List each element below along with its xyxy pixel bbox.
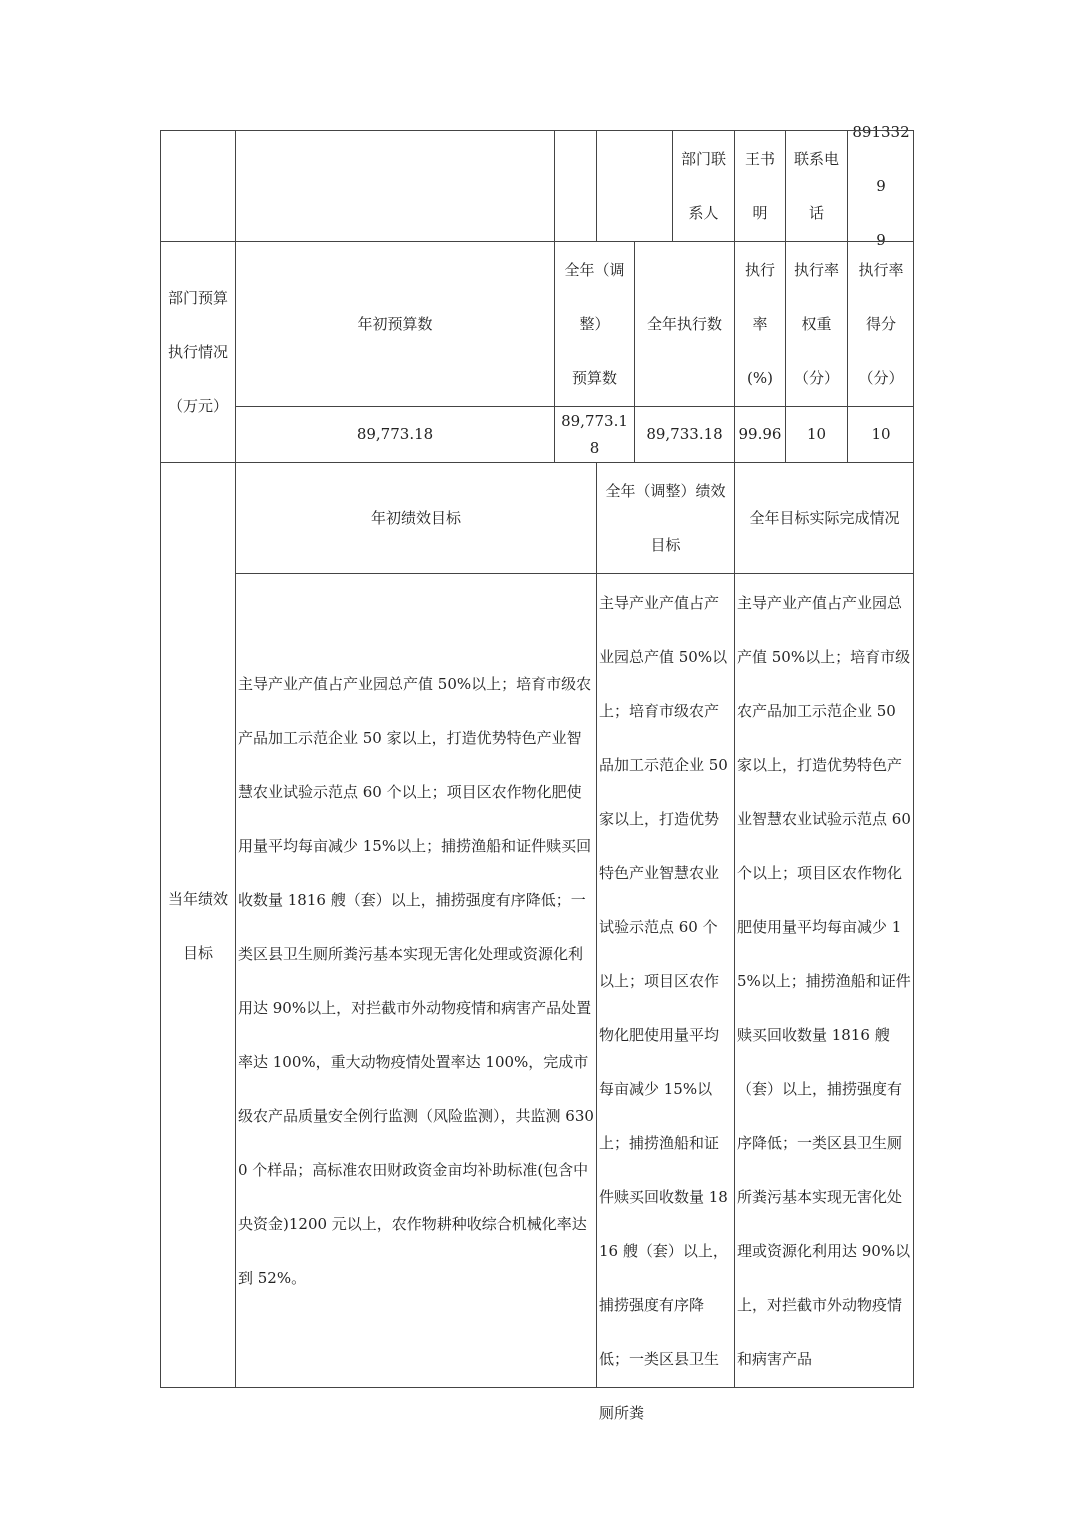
contact-label: 部门联 系人 <box>672 130 734 241</box>
weight-value: 10 <box>785 406 847 462</box>
budget-section-label: 部门预算 执行情况 （万元） <box>160 241 235 462</box>
adjusted-budget-value: 89,773.18 <box>554 406 634 462</box>
phone-label: 联系电 话 <box>785 130 847 241</box>
score-value: 10 <box>847 406 914 462</box>
header-rate: 执行 率 (%) <box>734 241 785 406</box>
empty-cell <box>554 130 596 241</box>
actual-completion-text: 主导产业产值占产业园总产值 50%以上；培育市级农产品加工示范企业 50 家以上，打造优势特色产业智慧农业试验示范点 60 个以上；项目区农作物化肥使用量平均每亩减少 15%以上；捕捞渔船和证件赎买回收数量 1816 艘（套）以上，捕捞强度有序降低；一类区县卫生厕所粪污基本实现无害化处理或资源化利用达 90%以上，对拦截市外动物疫情和病害产品 <box>734 573 914 1388</box>
initial-target-text: 主导产业产值占产业园总产值 50%以上；培育市级农产品加工示范企业 50 家以上，打造优势特色产业智慧农业试验示范点 60 个以上；项目区农作物化肥使用量平均每亩减少 15%以上；捕捞渔船和证件赎买回收数量 1816 艘（套）以上，捕捞强度有序降低；一类区县卫生厕所粪污基本实现无害化处理或资源化利用达 90%以上，对拦截市外动物疫情和病害产品处置率达 100%，重大动物疫情处置率达 100%，完成市级农产品质量安全例行监测（风险监测），共监测 6300 个样品；高标准农田财政资金亩均补助标准(包含中央资金)1200 元以上，农作物耕种收综合机械化率达到 52%。 <box>235 573 596 1388</box>
header-weight: 执行率 权重 （分） <box>785 241 847 406</box>
empty-cell <box>596 130 672 241</box>
execution-value: 89,733.18 <box>634 406 734 462</box>
header-adjusted-budget: 全年（调 整） 预算数 <box>554 241 634 406</box>
header-actual: 全年目标实际完成情况 <box>734 462 914 573</box>
header-execution: 全年执行数 <box>634 241 734 406</box>
target-section-label: 当年绩效 目标 <box>160 462 235 1388</box>
rate-value: 99.96 <box>734 406 785 462</box>
empty-cell <box>235 130 554 241</box>
header-score: 执行率 得分 （分） <box>847 241 914 406</box>
header-adjusted-target: 全年（调整）绩效 目标 <box>596 462 734 573</box>
empty-cell <box>160 130 235 241</box>
header-initial-budget: 年初预算数 <box>235 241 554 406</box>
initial-budget-value: 89,773.18 <box>235 406 554 462</box>
adjusted-target-text: 主导产业产值占产业园总产值 50%以上；培育市级农产品加工示范企业 50 家以上，打造优势特色产业智慧农业试验示范点 60 个以上；项目区农作物化肥使用量平均每亩减少 15%以上；捕捞渔船和证件赎买回收数量 1816 艘（套）以上，捕捞强度有序降低；一类区县卫生厕所粪 <box>596 573 734 1388</box>
phone-value: 8913329 9 <box>847 130 914 241</box>
header-initial-target: 年初绩效目标 <box>235 462 596 573</box>
contact-name: 王书 明 <box>734 130 785 241</box>
